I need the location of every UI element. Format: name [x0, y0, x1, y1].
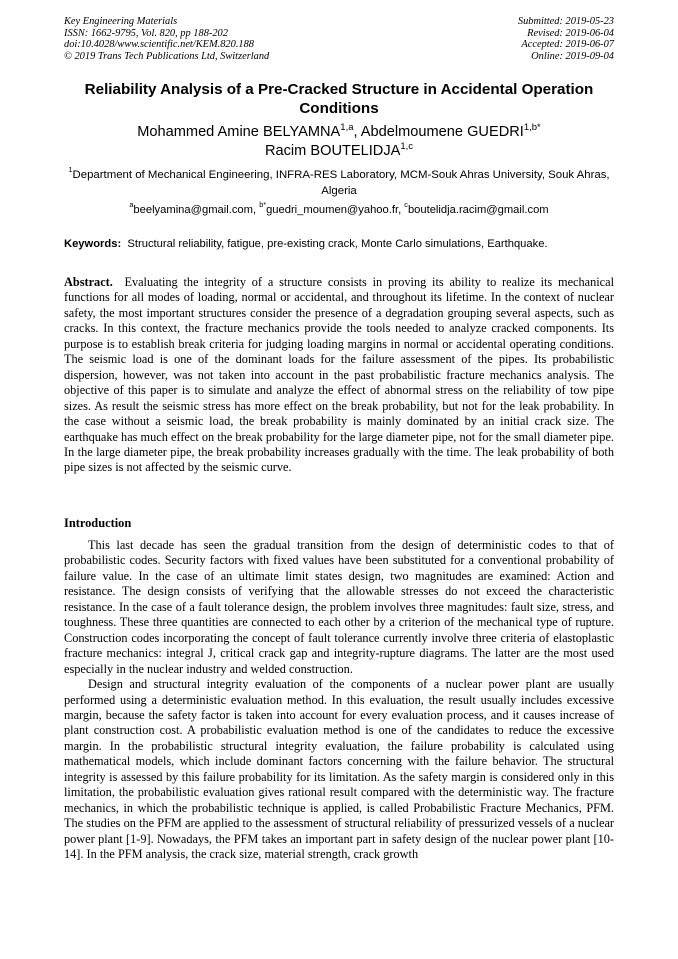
- paragraph: Design and structural integrity evaluation of the components of a nuclear power plant are usually performed using a deterministic evaluation method. In this evaluation, the result usually includes excessive margin, because the safety factor is taken into account for every evaluation process, and it causes increase of plant construction cost. A probabilistic evaluation method is one of the candidates to reduce the excessive margin. In the probabilistic structural integrity evaluation, the failure probability is calculated using mathematical models, which include dominant factors concerning with the failure behavior. The structural integrity is assessed by this failure probability for its limitation. As the safety margin is considered only in this limitation, the probabilistic evaluation gives rational result compared with the deterministic way. The fracture mechanics, in which the probabilistic technique is applied, is called Probabilistic Fracture Mechanics, PFM. The studies on the PFM are applied to the assessment of structural reliability of pressurized vessels of a nuclear power plant [1-9]. Nowadays, the PFM takes an important part in safety design of the nuclear power plant [10-14]. In the PFM analysis, the crack size, material strength, crack growth: [64, 677, 614, 862]
- email-link[interactable]: beelyamina@gmail.com,: [133, 204, 260, 216]
- affiliation: [64, 165, 614, 199]
- abstract: [64, 275, 614, 476]
- keywords-label: Keywords:: [64, 238, 122, 250]
- date-revised: Revised: 2019-06-04: [527, 27, 614, 39]
- date-submitted: Submitted: 2019-05-23: [517, 16, 614, 27]
- introduction-body: [64, 538, 614, 863]
- email-link[interactable]: boutelidja.racim@gmail.com: [407, 204, 549, 216]
- dates-header: [518, 16, 614, 62]
- keywords: [64, 237, 614, 252]
- date-online: Online: 2019-09-04: [531, 50, 614, 62]
- section-heading: Introduction: [64, 516, 132, 530]
- email-link[interactable]: guedri_moumen@yahoo.fr,: [266, 204, 405, 216]
- author-list: [64, 123, 614, 161]
- journal-name: Key Engineering Materials: [64, 16, 178, 27]
- email-mark: a: [129, 200, 134, 209]
- journal-header: [64, 16, 269, 62]
- paper-title: Reliability Analysis of a Pre-Cracked Structure in Accidental Operation Conditions: [84, 81, 594, 117]
- author-affiliation-mark: 1,c: [400, 141, 414, 152]
- journal-issn: ISSN: 1662-9795, Vol. 820, pp 188-202: [64, 27, 228, 39]
- affiliation-text: Department of Mechanical Engineering, INFRA-RES Laboratory, MCM-Souk Ahras University, Souk Ahras, Algeria: [72, 169, 610, 197]
- email-mark: b*: [259, 200, 267, 209]
- author-name: Mohammed Amine BELYAMNA: [137, 124, 341, 140]
- journal-copyright: © 2019 Trans Tech Publications Ltd, Switzerland: [64, 50, 270, 62]
- author-affiliation-mark: 1,b*: [523, 122, 541, 133]
- keywords-text: Structural reliability, fatigue, pre-existing crack, Monte Carlo simulations, Earthquake.: [127, 238, 548, 250]
- author-affiliation-mark: 1,a: [340, 122, 354, 133]
- paragraph: This last decade has seen the gradual transition from the design of deterministic codes to that of probabilistic codes. Security factors with fixed values have been substituted for a conventional probability of failure value. In the case of an ultimate limit states design, two magnitudes are examined: Action and resistance. The design consists of verifying that the allowable stresses do not exceed the characteristic resistance. In the case of a fault tolerance design, the problem involves three magnitudes: fault size, stress, and toughness. These three quantities are connected to each other by a criterion of the mechanical type of rupture. Construction codes incorporating the concept of fault tolerance currently involve three criteria of elastoplastic fracture mechanics: integral J, critical crack gap and integrity-rupture diagrams. The latter are the most used especially in the nuclear industry and welded construction.: [64, 538, 614, 676]
- abstract-label: Abstract.: [64, 275, 113, 289]
- journal-doi[interactable]: doi:10.4028/www.scientific.net/KEM.820.188: [64, 39, 254, 51]
- author-emails: [64, 200, 614, 218]
- abstract-text: Evaluating the integrity of a structure consists in proving its ability to realize its mechanical functions for all modes of loading, normal or accidental, and throughout its lifetime. In the context of nuclear safety, the most important structures consider the presence of a degradation grouping several aspects, such as cracks. In this context, the fracture mechanics provide the tools needed to analyze cracked components. Its purpose is to establish break criteria for judging loading margins in normal or accidental operating conditions. The seismic load is one of the dominant loads for the failure assessment of the pipes. Its probabilistic dispersion, however, was not taken into account in the past probabilistic fracture mechanics analysis. The objective of this paper is to simulate and analyze the effect of abnormal stress on the reliability of tow pipe sizes. As result the seismic stress has more effect on the break probability, but not for the leak probability. In the case without a seismic load, the break probability is mainly dominated by an initial crack size. The earthquake has much effect on the break probability for the large diameter pipe, not for the small diameter pipe. In the large diameter pipe, the break probability increases gradually with the time. The leak probability of both pipe sizes is not affected by the seismic curve.: [64, 275, 614, 475]
- email-mark: c: [404, 200, 408, 209]
- author-separator: ,: [353, 124, 361, 140]
- affiliation-mark: 1: [68, 165, 73, 174]
- author-name: Racim BOUTELIDJA: [264, 143, 401, 159]
- date-accepted: Accepted: 2019-06-07: [521, 39, 614, 51]
- author-name: Abdelmoumene GUEDRI: [360, 124, 524, 140]
